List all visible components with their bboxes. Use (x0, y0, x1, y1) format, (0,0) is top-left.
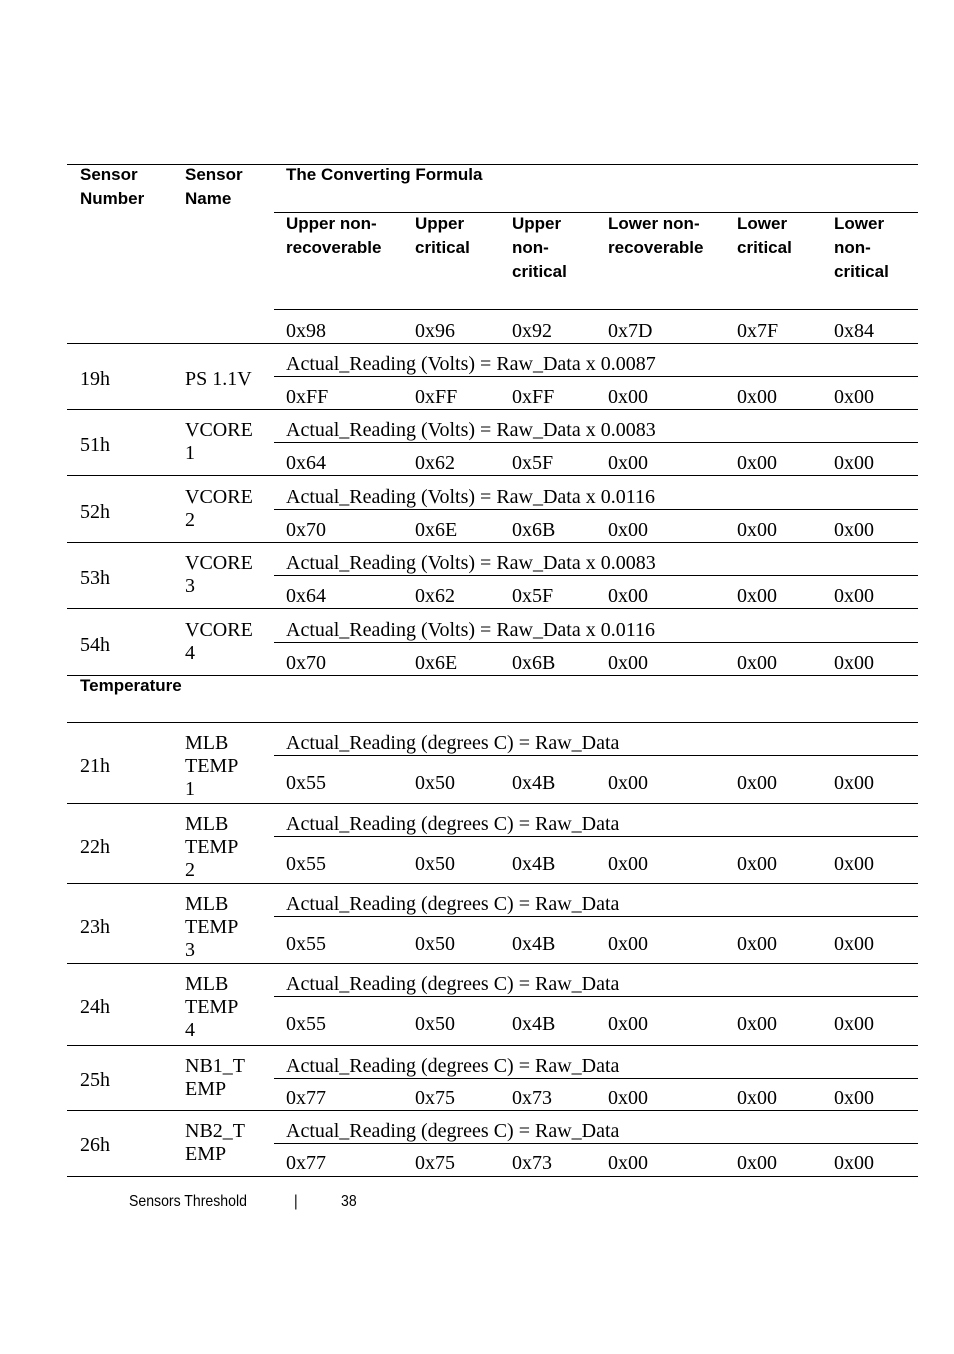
sensor-name: TEMP (185, 755, 239, 777)
threshold-value: 0x6E (415, 652, 458, 674)
carry-value-5: 0x84 (834, 320, 874, 342)
sensor-number: 52h (80, 501, 110, 523)
sensor-name: PS 1.1V (185, 368, 252, 390)
threshold-value: 0x62 (415, 452, 455, 474)
threshold-value: 0x64 (286, 452, 326, 474)
threshold-value: 0x70 (286, 652, 326, 674)
carry-value-1: 0x96 (415, 320, 455, 342)
threshold-value: 0x00 (608, 772, 648, 794)
threshold-value: 0x00 (608, 519, 648, 541)
threshold-value: 0x62 (415, 585, 455, 607)
threshold-header-2: non- (512, 238, 549, 257)
threshold-value: 0x55 (286, 1013, 326, 1035)
threshold-value: 0x73 (512, 1152, 552, 1174)
carry-value-4: 0x7F (737, 320, 779, 342)
threshold-value: 0x5F (512, 452, 554, 474)
threshold-header-4: critical (737, 238, 792, 257)
carry-value-0: 0x98 (286, 320, 326, 342)
table-top-rule (67, 164, 918, 165)
sensor-name: 3 (185, 939, 195, 961)
sensor-number: 51h (80, 434, 110, 456)
sensor-name: TEMP (185, 836, 239, 858)
threshold-header-3: recoverable (608, 238, 704, 257)
sensor-number: 19h (80, 368, 110, 390)
sensor-name: 3 (185, 575, 195, 597)
header-sensor-name: Sensor Name (185, 165, 243, 208)
threshold-value: 0x00 (737, 1152, 777, 1174)
threshold-value: 0x50 (415, 853, 455, 875)
threshold-value: 0x00 (834, 772, 874, 794)
temperature-section-rule (67, 722, 918, 723)
threshold-value: 0x70 (286, 519, 326, 541)
sensor-number: 21h (80, 755, 110, 777)
sensor-number: 25h (80, 1069, 110, 1091)
threshold-value: 0x6B (512, 652, 556, 674)
threshold-value: 0x00 (737, 1013, 777, 1035)
row-rule (67, 675, 918, 676)
converting-formula: Actual_Reading (Volts) = Raw_Data x 0.0116 (286, 619, 655, 641)
threshold-value: 0x00 (737, 519, 777, 541)
threshold-value: 0x00 (608, 386, 648, 408)
converting-formula: Actual_Reading (degrees C) = Raw_Data (286, 973, 620, 995)
formula-rule (274, 1078, 918, 1079)
threshold-header-1: Upper (415, 214, 465, 233)
section-temperature: Temperature (80, 676, 182, 695)
sensor-number: 54h (80, 634, 110, 656)
formula-rule (274, 755, 918, 756)
sensor-name: MLB (185, 973, 229, 995)
threshold-value: 0x00 (834, 933, 874, 955)
threshold-value: 0x00 (834, 1087, 874, 1109)
threshold-value: 0x00 (608, 452, 648, 474)
row-rule (67, 343, 918, 344)
threshold-value: 0x55 (286, 772, 326, 794)
formula-rule (274, 996, 918, 997)
threshold-value: 0x5F (512, 585, 554, 607)
sensor-number: 26h (80, 1134, 110, 1156)
sensor-name: VCORE (185, 486, 253, 508)
sensor-name: MLB (185, 813, 229, 835)
threshold-value: 0x00 (834, 386, 874, 408)
threshold-value: 0xFF (415, 386, 458, 408)
threshold-value: 0x50 (415, 933, 455, 955)
carry-value-3: 0x7D (608, 320, 653, 342)
threshold-value: 0x75 (415, 1087, 455, 1109)
threshold-value: 0x50 (415, 772, 455, 794)
converting-formula: Actual_Reading (degrees C) = Raw_Data (286, 1055, 620, 1077)
sensor-number: 22h (80, 836, 110, 858)
row-rule (67, 883, 918, 884)
threshold-value: 0x4B (512, 772, 556, 794)
threshold-value: 0x00 (834, 585, 874, 607)
formula-rule (274, 642, 918, 643)
header-sensor-number: Sensor Number (80, 165, 145, 208)
threshold-values-rule (274, 309, 918, 310)
threshold-value: 0x6B (512, 519, 556, 541)
threshold-value: 0x4B (512, 1013, 556, 1035)
row-rule (67, 803, 918, 804)
sensor-name: VCORE (185, 619, 253, 641)
threshold-value: 0x00 (834, 652, 874, 674)
row-rule (67, 1045, 918, 1046)
threshold-header-5: critical (834, 262, 889, 281)
threshold-value: 0x75 (415, 1152, 455, 1174)
threshold-value: 0x73 (512, 1087, 552, 1109)
sensor-name: NB1_T (185, 1055, 245, 1077)
threshold-value: 0x00 (737, 386, 777, 408)
threshold-value: 0x00 (608, 1152, 648, 1174)
formula-rule (274, 509, 918, 510)
sensor-name: 2 (185, 859, 195, 881)
threshold-value: 0x00 (737, 585, 777, 607)
row-rule (67, 963, 918, 964)
row-rule (67, 1176, 918, 1177)
threshold-value: 0x00 (608, 652, 648, 674)
formula-rule (274, 575, 918, 576)
threshold-value: 0x6E (415, 519, 458, 541)
sensor-number: 23h (80, 916, 110, 938)
row-rule (67, 409, 918, 410)
threshold-header-2: critical (512, 262, 567, 281)
threshold-value: 0x00 (608, 1013, 648, 1035)
threshold-value: 0x50 (415, 1013, 455, 1035)
threshold-value: 0xFF (286, 386, 329, 408)
threshold-value: 0x00 (834, 519, 874, 541)
sensor-number: 53h (80, 567, 110, 589)
threshold-header-3: Lower non- (608, 214, 700, 233)
converting-formula: Actual_Reading (Volts) = Raw_Data x 0.0087 (286, 353, 656, 375)
threshold-value: 0x00 (608, 1087, 648, 1109)
row-rule (67, 475, 918, 476)
threshold-value: 0x00 (737, 772, 777, 794)
formula-rule (274, 836, 918, 837)
threshold-header-5: non- (834, 238, 871, 257)
sensor-name: 1 (185, 778, 195, 800)
threshold-value: 0x00 (737, 1087, 777, 1109)
converting-formula: Actual_Reading (degrees C) = Raw_Data (286, 813, 620, 835)
sensor-name: 4 (185, 1019, 195, 1041)
sensor-name: TEMP (185, 916, 239, 938)
row-rule (67, 1110, 918, 1111)
row-rule (67, 542, 918, 543)
carry-value-2: 0x92 (512, 320, 552, 342)
converting-formula: Actual_Reading (Volts) = Raw_Data x 0.0083 (286, 552, 656, 574)
threshold-value: 0x77 (286, 1087, 326, 1109)
converting-formula: Actual_Reading (Volts) = Raw_Data x 0.0116 (286, 486, 655, 508)
converting-formula: Actual_Reading (degrees C) = Raw_Data (286, 732, 620, 754)
converting-formula: Actual_Reading (degrees C) = Raw_Data (286, 1120, 620, 1142)
row-rule (67, 608, 918, 609)
sensor-name: MLB (185, 732, 229, 754)
threshold-value: 0x00 (737, 933, 777, 955)
threshold-header-4: Lower (737, 214, 788, 233)
formula-rule (274, 916, 918, 917)
formula-rule (274, 442, 918, 443)
threshold-value: 0x00 (834, 853, 874, 875)
footer-page-number: 38 (341, 1193, 357, 1210)
threshold-value: 0x00 (834, 1152, 874, 1174)
threshold-value: 0x00 (737, 853, 777, 875)
threshold-header-2: Upper (512, 214, 562, 233)
sensor-name: 4 (185, 642, 195, 664)
converting-formula: Actual_Reading (degrees C) = Raw_Data (286, 893, 620, 915)
threshold-value: 0x55 (286, 853, 326, 875)
threshold-value: 0x00 (834, 452, 874, 474)
threshold-value: 0x4B (512, 853, 556, 875)
threshold-value: 0x00 (737, 652, 777, 674)
header-formula: The Converting Formula (286, 165, 483, 184)
sensor-name: TEMP (185, 996, 239, 1018)
threshold-value: 0xFF (512, 386, 555, 408)
sensor-name: VCORE (185, 419, 253, 441)
footer-section: Sensors Threshold (129, 1193, 247, 1210)
sensor-name: EMP (185, 1078, 227, 1100)
threshold-value: 0x00 (608, 933, 648, 955)
converting-formula: Actual_Reading (Volts) = Raw_Data x 0.0083 (286, 419, 656, 441)
sensor-name: 2 (185, 509, 195, 531)
threshold-value: 0x4B (512, 933, 556, 955)
formula-rule (274, 1143, 918, 1144)
threshold-value: 0x00 (834, 1013, 874, 1035)
threshold-value: 0x00 (608, 585, 648, 607)
threshold-value: 0x64 (286, 585, 326, 607)
footer-separator: | (294, 1193, 298, 1210)
formula-rule (274, 376, 918, 377)
threshold-value: 0x00 (737, 452, 777, 474)
sensor-number: 24h (80, 996, 110, 1018)
threshold-value: 0x55 (286, 933, 326, 955)
threshold-header-0: Upper non- (286, 214, 377, 233)
threshold-header-5: Lower (834, 214, 885, 233)
threshold-header-0: recoverable (286, 238, 382, 257)
sensor-name: VCORE (185, 552, 253, 574)
threshold-value: 0x77 (286, 1152, 326, 1174)
sensor-name: MLB (185, 893, 229, 915)
sensor-name: EMP (185, 1143, 227, 1165)
sensor-name: 1 (185, 442, 195, 464)
sensor-name: NB2_T (185, 1120, 245, 1142)
threshold-header-1: critical (415, 238, 470, 257)
threshold-value: 0x00 (608, 853, 648, 875)
